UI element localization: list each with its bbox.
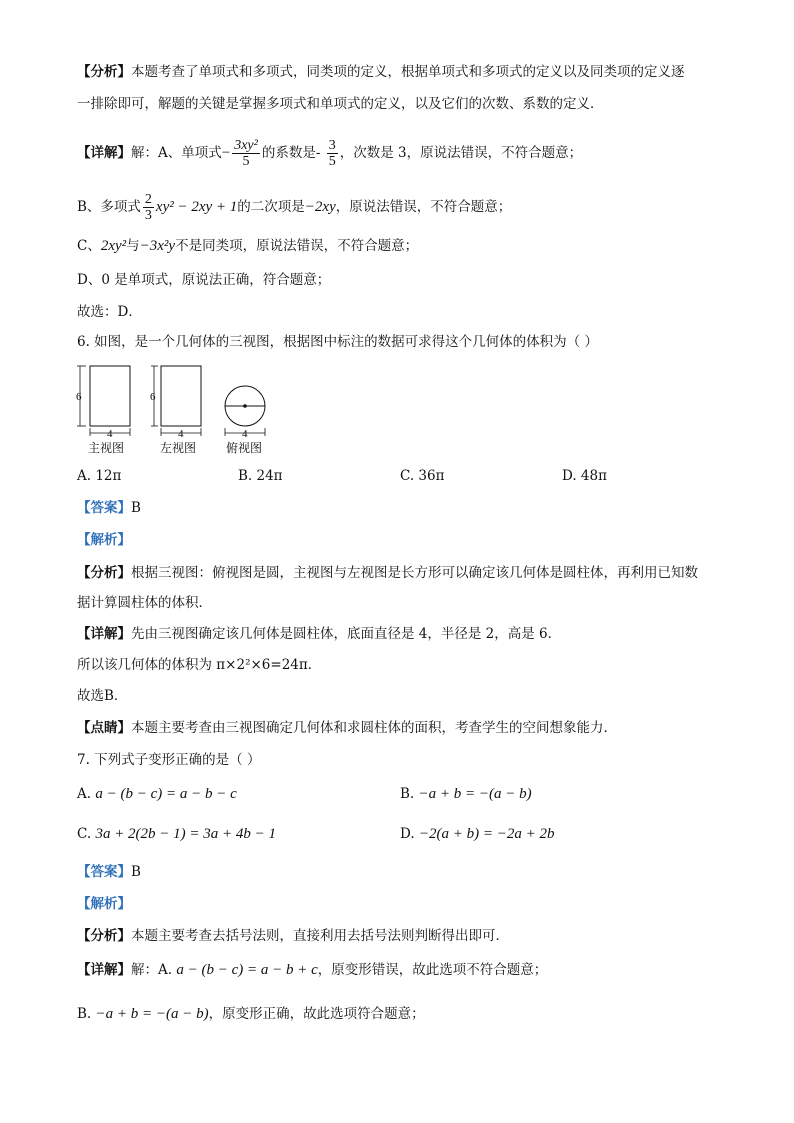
option-letter: A. — [77, 786, 92, 802]
math-expression: a − (b − c) = a − b + c — [176, 962, 318, 978]
front-view-caption: 主视图 — [88, 441, 125, 455]
three-view-svg — [74, 362, 284, 462]
math-expression: −a + b = −(a − b) — [95, 1006, 209, 1022]
detail-tag: 【详解】 — [77, 962, 131, 978]
option-letter: D. — [400, 826, 415, 842]
detail-text: 不是同类项，原说法错误，不符合题意； — [175, 238, 419, 254]
detail-text: ，原说法错误，不符合题意； — [335, 199, 512, 215]
left-height-label: 6 — [150, 391, 156, 403]
analysis-tag: 【分析】 — [77, 928, 131, 944]
math-expression: −3x²y — [139, 238, 176, 254]
q6-option-a: A. 12π — [77, 468, 122, 484]
q5-analysis-line2: 一排除即可，解题的关键是掌握多项式和单项式的定义，以及它们的次数、系数的定义． — [77, 96, 604, 112]
q5-detail-a: 【详解】解：A、单项式− $\frac{\text{3xy²}}{5}$ 的系数是- $\frac{3}{5}$ ，次数是 3，原说法错误，不符合题意； — [77, 138, 583, 169]
top-width-label: 4 — [242, 428, 248, 440]
left-width-label: 4 — [178, 428, 184, 440]
q6-volume: 所以该几何体的体积为 π×2²×6=24π． — [77, 657, 322, 673]
q6-jiexi — [77, 530, 131, 550]
q5-detail-b — [77, 192, 511, 223]
q6-option-c: C. 36π — [400, 468, 445, 484]
fraction-denominator: 3 — [144, 208, 152, 223]
q7-jiexi — [77, 894, 131, 914]
detail-text: 与 — [126, 238, 140, 254]
analysis-text: 本题考查了单项式和多项式，同类项的定义，根据单项式和多项式的定义以及同类项的定义逐 — [131, 64, 685, 80]
q6-option-d: D. 48π — [562, 468, 607, 484]
fraction — [327, 138, 338, 169]
left-view-rect — [161, 366, 201, 426]
jiexi-tag: 【解析】 — [77, 896, 131, 912]
q7-analysis — [77, 926, 509, 946]
q5-analysis-line1 — [77, 62, 685, 82]
q5-detail-d: D、0 是单项式，原说法正确，符合题意； — [77, 272, 331, 288]
detail-text: C、 — [77, 238, 101, 254]
detail-text: ，次数是 3，原说法错误，不符合题意； — [339, 145, 583, 161]
option-expression: a − (b − c) = a − b − c — [95, 786, 237, 802]
q6-analysis-line1 — [77, 563, 698, 583]
answer-value: B — [131, 500, 141, 516]
top-view-center — [243, 404, 247, 408]
detail-text: 先由三视图确定该几何体是圆柱体，底面直径是 4，半径是 2，高是 6． — [131, 626, 562, 642]
front-view-rect — [90, 366, 130, 426]
q7-detail-a — [77, 960, 547, 980]
q6-comment — [77, 718, 617, 738]
fraction-numerator: 3xy² — [234, 138, 258, 153]
jiexi-tag: 【解析】 — [77, 532, 131, 548]
q6-answer — [77, 498, 141, 518]
detail-text: 解：A、单项式 — [131, 145, 222, 161]
comment-text: 本题主要考查由三视图确定几何体和求圆柱体的面积，考查学生的空间想象能力． — [131, 720, 617, 736]
detail-text: 的系数是 — [261, 145, 316, 161]
fraction-numerator: 2 — [144, 192, 152, 207]
q5-detail-c — [77, 236, 418, 256]
math-expression: 2xy² — [100, 238, 127, 254]
fraction-denominator: 5 — [242, 154, 250, 169]
q6-choose: 故选B． — [77, 688, 128, 704]
answer-tag: 【答案】 — [77, 864, 131, 880]
q6-analysis-line2: 据计算圆柱体的体积． — [77, 595, 212, 611]
option-expression: −a + b = −(a − b) — [418, 786, 532, 802]
option-letter: C. — [77, 826, 92, 842]
fraction — [143, 192, 154, 223]
q7-option-b — [400, 786, 532, 803]
q7-option-a — [77, 786, 237, 803]
q6-detail — [77, 624, 561, 644]
q7-option-d — [400, 826, 555, 843]
detail-text: 的二次项是 — [237, 199, 305, 215]
detail-text: 解：A. — [131, 962, 177, 978]
math-expression: xy² − 2xy + 1 — [155, 199, 238, 215]
q5-choose: 故选：D． — [77, 304, 142, 320]
detail-text: ，原变形错误，故此选项不符合题意； — [317, 962, 548, 978]
comment-tag: 【点睛】 — [77, 720, 131, 736]
analysis-tag: 【分析】 — [77, 565, 131, 581]
fraction-denominator: 5 — [328, 154, 336, 169]
q7-stem: 7. 下列式子变形正确的是（ ） — [77, 752, 261, 768]
left-view-caption: 左视图 — [160, 441, 197, 455]
fraction — [232, 138, 260, 169]
q6-stem: 6. 如图，是一个几何体的三视图，根据图中标注的数据可求得这个几何体的体积为（ ） — [77, 334, 598, 350]
analysis-text: 本题主要考查去括号法则，直接利用去括号法则判断得出即可． — [131, 928, 509, 944]
detail-tag: 【详解】 — [77, 145, 131, 161]
detail-text: B. — [77, 1006, 96, 1022]
three-view-figure — [74, 362, 284, 462]
q6-option-b: B. 24π — [238, 468, 283, 484]
analysis-text: 根据三视图：俯视图是圆，主视图与左视图是长方形可以确定该几何体是圆柱体，再利用已知数 — [131, 565, 698, 581]
option-letter: B. — [400, 786, 415, 802]
answer-value: B — [131, 864, 141, 880]
fraction-numerator: 3 — [328, 138, 336, 153]
q7-detail-b — [77, 1004, 425, 1024]
front-height-label: 6 — [76, 391, 82, 403]
detail-text: ，原变形正确，故此选项符合题意； — [208, 1006, 425, 1022]
answer-tag: 【答案】 — [77, 500, 131, 516]
math-expression: −2xy — [304, 199, 336, 215]
option-expression: −2(a + b) = −2a + 2b — [418, 826, 555, 842]
detail-tag: 【详解】 — [77, 626, 131, 642]
top-view-caption: 俯视图 — [226, 441, 263, 455]
analysis-tag: 【分析】 — [77, 64, 131, 80]
detail-text: B、多项式 — [77, 199, 141, 215]
option-expression: 3a + 2(2b − 1) = 3a + 4b − 1 — [95, 826, 277, 842]
front-width-label: 4 — [107, 428, 113, 440]
q7-option-c — [77, 826, 276, 843]
q7-answer — [77, 862, 141, 882]
